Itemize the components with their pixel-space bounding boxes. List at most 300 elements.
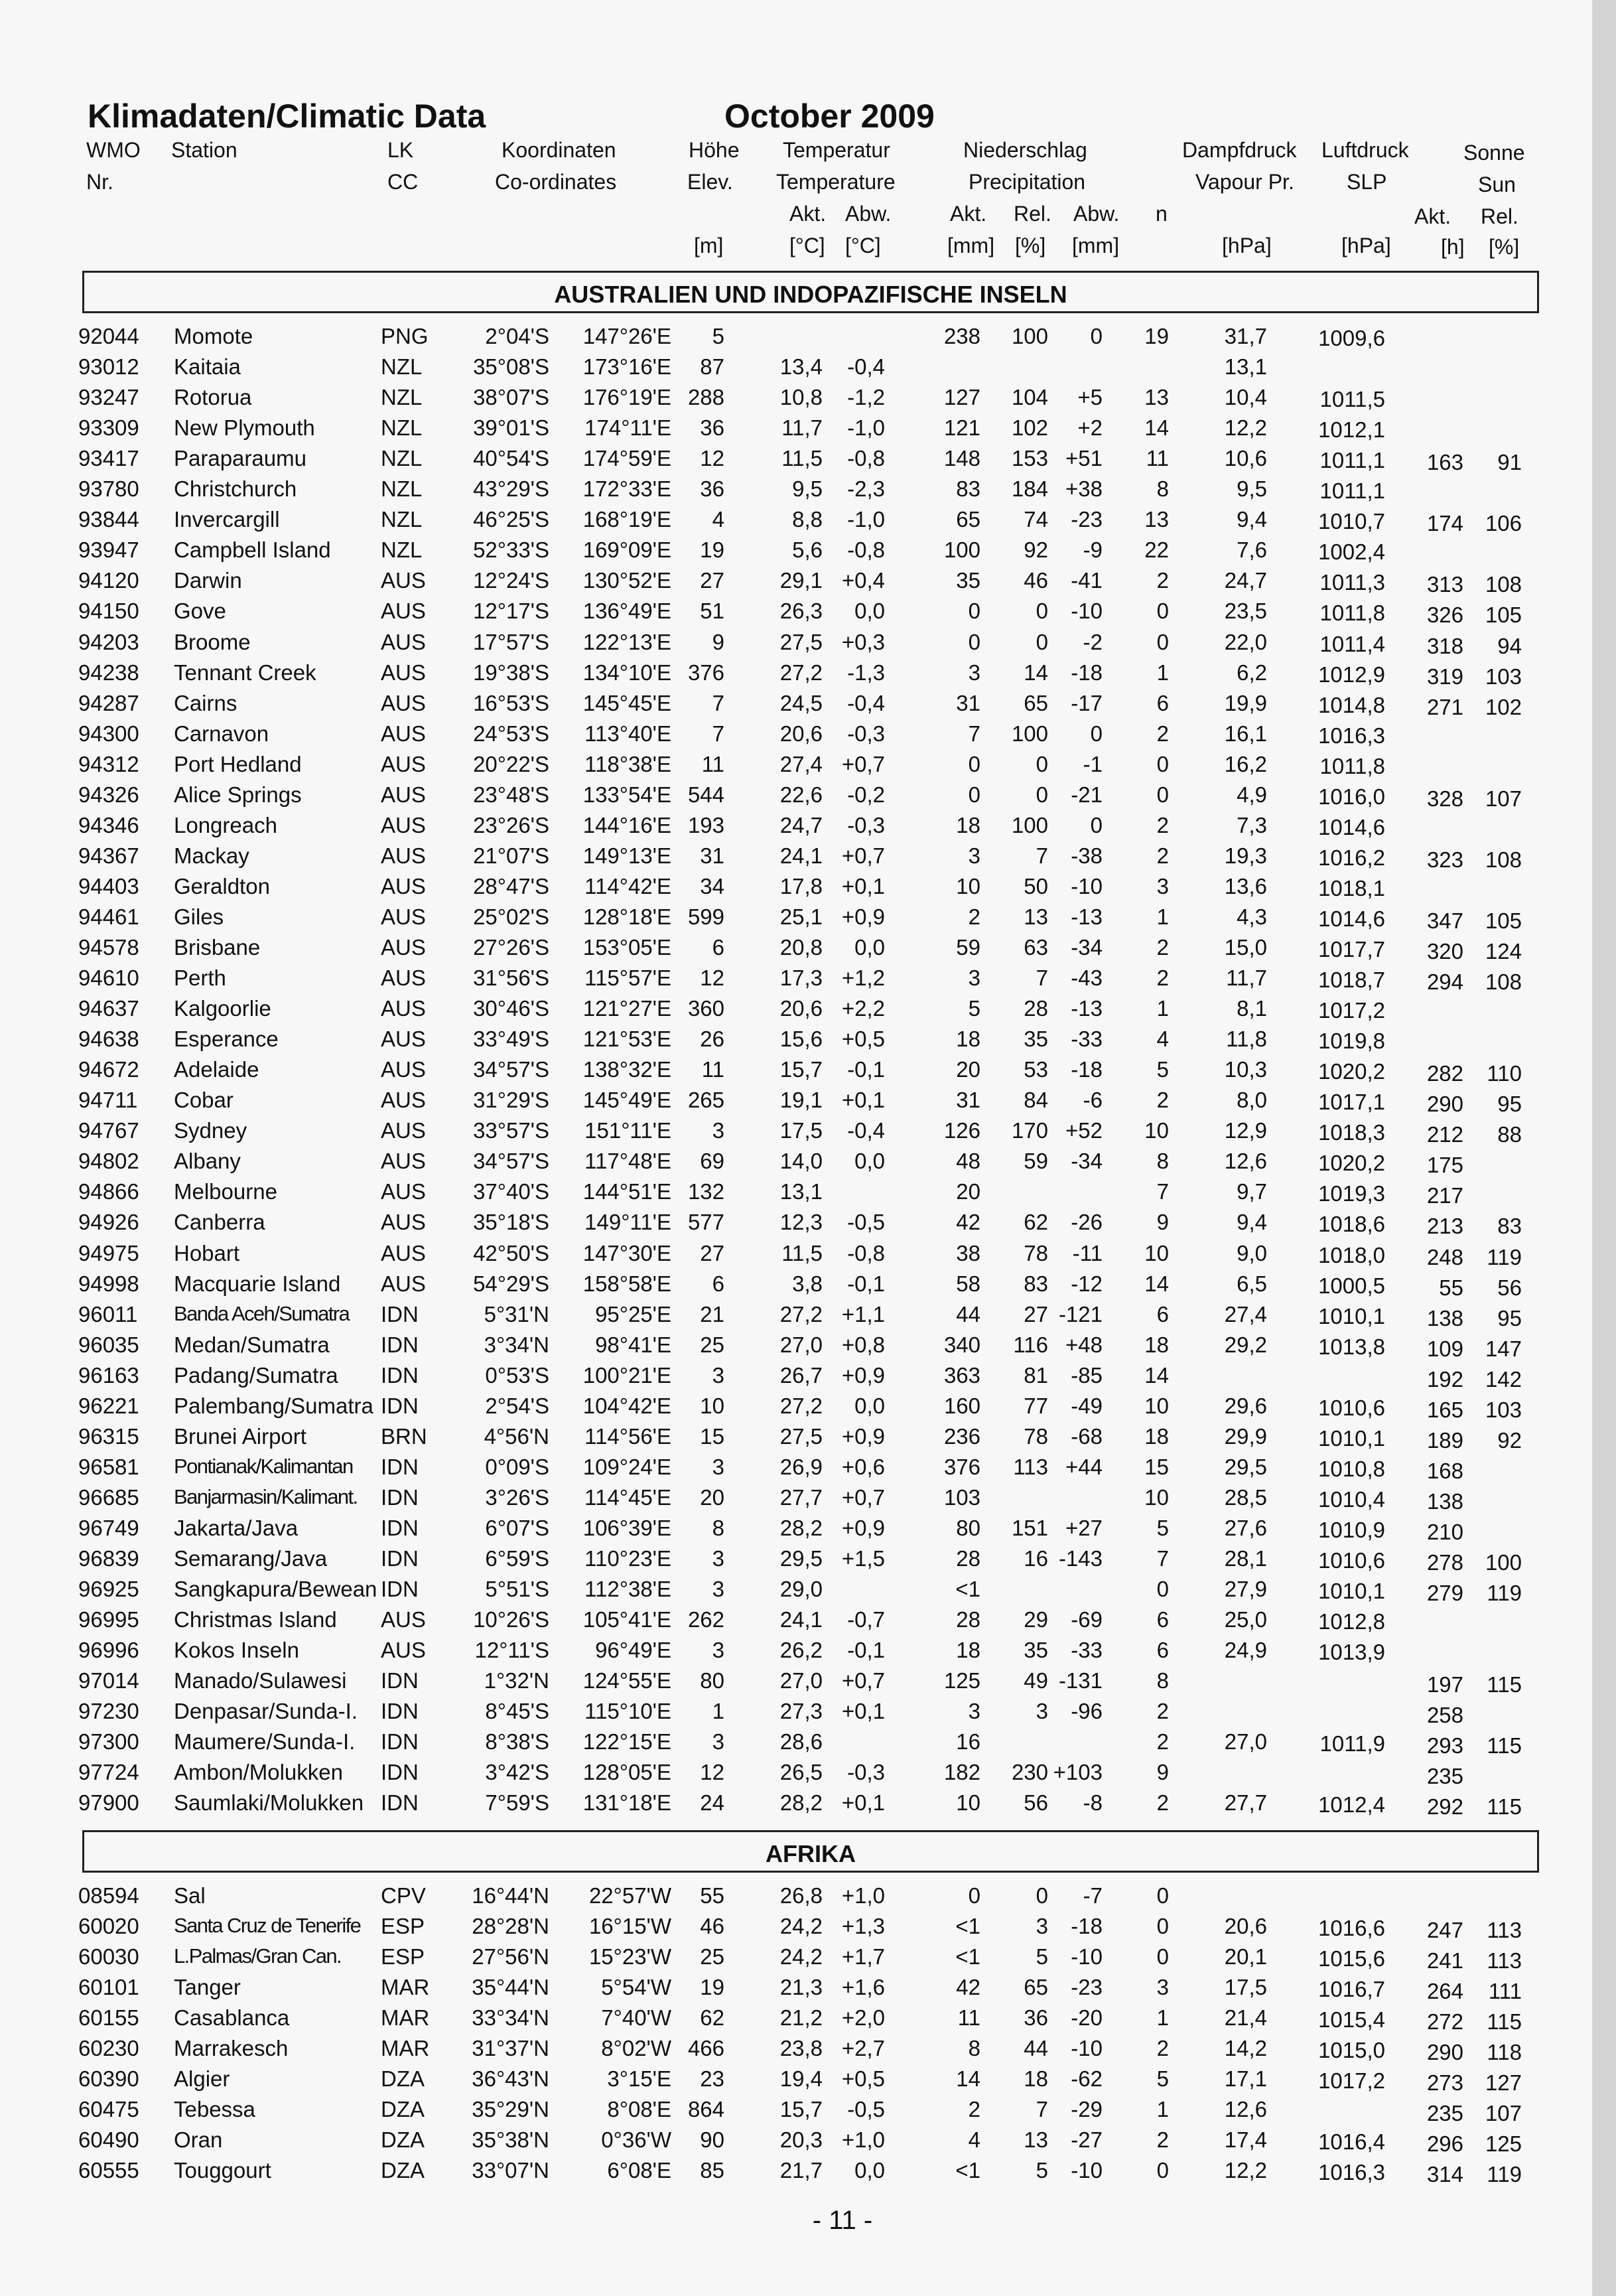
latitude: 0°53'S (485, 1362, 549, 1388)
station-name: Canberra (174, 1210, 265, 1235)
wmo-number: 96221 (78, 1393, 139, 1418)
precip-actual: 160 (943, 1393, 980, 1418)
sea-level-pressure: 1010,1 (1318, 1425, 1385, 1451)
precip-actual: 0 (968, 599, 980, 624)
precip-relative: 78 (1024, 1423, 1048, 1449)
precip-deviation: -11 (1072, 1240, 1103, 1265)
latitude: 5°51'S (485, 1577, 549, 1602)
sea-level-pressure: 1016,7 (1318, 1977, 1385, 2002)
header-station: Station (171, 138, 237, 162)
country-code: MAR (381, 1975, 430, 2000)
precip-deviation: -12 (1071, 1271, 1103, 1296)
station-name: Albany (174, 1149, 241, 1174)
temp-actual: 27,0 (779, 1332, 823, 1357)
longitude: 151°11'E (584, 1118, 671, 1143)
precip-days: 1 (1156, 996, 1169, 1021)
elevation: 7 (712, 690, 724, 715)
table-row (0, 723, 1592, 753)
station-name: Marrakesch (174, 2036, 289, 2061)
precip-actual: 35 (956, 568, 980, 593)
precip-actual: 238 (943, 324, 980, 348)
precip-deviation: -34 (1071, 935, 1103, 960)
temp-deviation: +0,1 (841, 1699, 885, 1724)
elevation: 11 (701, 751, 724, 776)
precip-actual: 18 (956, 1027, 980, 1052)
vapour-pressure: 4,9 (1237, 782, 1267, 807)
latitude: 35°44'N (472, 1975, 549, 2000)
precip-actual: 0 (968, 1883, 980, 1908)
vapour-pressure: 16,2 (1224, 751, 1267, 776)
precip-deviation: -26 (1071, 1210, 1103, 1235)
station-name: Paraparaumu (174, 446, 306, 471)
precip-relative: 13 (1024, 904, 1048, 929)
table-row (0, 1303, 1592, 1334)
vapour-pressure: 27,9 (1224, 1577, 1267, 1602)
wmo-number: 94287 (78, 690, 139, 715)
precip-deviation: -10 (1071, 1944, 1103, 1970)
longitude: 96°49'E (595, 1638, 671, 1663)
precip-relative: 13 (1024, 2127, 1048, 2153)
station-name: Cobar (174, 1088, 234, 1113)
precip-relative: 53 (1024, 1057, 1048, 1082)
sunshine-hours: 197 (1426, 1672, 1463, 1697)
longitude: 114°42'E (584, 873, 671, 898)
elevation: 864 (687, 2097, 724, 2122)
latitude: 38°07'S (473, 385, 549, 410)
precip-relative: 56 (1024, 1790, 1048, 1816)
table-row (0, 1089, 1592, 1119)
precip-actual: 18 (956, 812, 980, 837)
precip-deviation: -131 (1058, 1668, 1103, 1693)
latitude: 21°07'S (473, 843, 549, 868)
vapour-pressure: 22,0 (1224, 629, 1267, 654)
sunshine-hours: 290 (1426, 2040, 1463, 2065)
precip-days: 0 (1156, 782, 1169, 807)
longitude: 105°41'E (582, 1607, 671, 1632)
sunshine-hours: 323 (1426, 847, 1463, 872)
precip-actual: 11 (957, 2005, 980, 2031)
sea-level-pressure: 1019,3 (1318, 1181, 1385, 1206)
table-row (0, 997, 1592, 1028)
precip-actual: 14 (956, 2066, 980, 2092)
table-row (0, 1976, 1592, 2007)
sunshine-hours: 328 (1426, 786, 1463, 811)
vapour-pressure: 27,4 (1224, 1301, 1267, 1327)
precip-relative: 35 (1024, 1027, 1048, 1052)
country-code: BRN (381, 1423, 427, 1449)
sunshine-relative: 106 (1485, 511, 1522, 536)
precip-actual: 59 (956, 935, 980, 960)
vapour-pressure: 12,6 (1224, 1149, 1267, 1174)
sunshine-hours: 165 (1426, 1397, 1463, 1422)
latitude: 23°26'S (473, 812, 549, 837)
sea-level-pressure: 1012,9 (1318, 662, 1385, 687)
longitude: 5°54'W (601, 1975, 671, 2000)
vapour-pressure: 17,4 (1224, 2127, 1267, 2153)
station-name: Macquarie Island (174, 1271, 341, 1296)
header-temp-de: Temperatur (783, 138, 890, 162)
latitude: 4°56'N (484, 1423, 549, 1449)
latitude: 33°34'N (472, 2005, 549, 2031)
precip-deviation: +52 (1065, 1118, 1103, 1143)
latitude: 54°29'S (473, 1271, 549, 1296)
precip-relative: 28 (1024, 996, 1048, 1021)
sea-level-pressure: 1010,6 (1318, 1548, 1385, 1573)
precip-relative: 5 (1036, 2158, 1048, 2183)
temp-actual: 11,7 (781, 415, 823, 441)
sea-level-pressure: 1010,1 (1318, 1579, 1385, 1604)
precip-days: 3 (1156, 873, 1169, 898)
temp-actual: 20,6 (779, 721, 823, 746)
precip-actual: 18 (956, 1638, 980, 1663)
table-row (0, 692, 1592, 723)
longitude: 124°55'E (582, 1668, 671, 1693)
temp-deviation: +0,1 (841, 1088, 885, 1113)
elevation: 25 (700, 1332, 724, 1357)
precip-relative: 35 (1024, 1638, 1048, 1663)
country-code: IDN (381, 1362, 419, 1388)
precip-days: 2 (1156, 1790, 1169, 1816)
table-row (0, 447, 1592, 478)
country-code: IDN (381, 1760, 419, 1785)
latitude: 5°31'N (484, 1301, 549, 1327)
temp-actual: 27,7 (779, 1484, 823, 1510)
table-row (0, 1028, 1592, 1058)
precip-days: 2 (1156, 966, 1169, 991)
header-temp-abw: Abw. (845, 202, 892, 226)
precip-deviation: +38 (1065, 476, 1103, 502)
wmo-number: 94578 (78, 935, 139, 960)
latitude: 40°54'S (473, 446, 549, 471)
temp-actual: 22,6 (779, 782, 823, 807)
sea-level-pressure: 1020,2 (1318, 1151, 1385, 1176)
station-name: Brunei Airport (174, 1423, 306, 1449)
temp-actual: 27,4 (779, 751, 823, 776)
temp-actual: 3,8 (792, 1271, 823, 1296)
country-code: MAR (381, 2005, 430, 2031)
table-row (0, 1273, 1592, 1303)
header-precip-unit-rel: [%] (1015, 234, 1046, 257)
sunshine-hours: 326 (1426, 603, 1463, 628)
sunshine-hours: 279 (1426, 1581, 1463, 1606)
station-name: Sangkapura/Bewean (174, 1577, 377, 1602)
header-sun-de: Sonne (1463, 141, 1525, 165)
precip-days: 6 (1156, 1638, 1169, 1663)
table-row (0, 936, 1592, 967)
precip-days: 0 (1156, 1944, 1169, 1970)
sunshine-hours: 192 (1426, 1366, 1463, 1392)
precip-relative: 100 (1011, 812, 1048, 837)
precip-deviation: +48 (1065, 1332, 1103, 1357)
temp-deviation: +0,7 (841, 1668, 885, 1693)
sunshine-hours: 210 (1426, 1519, 1463, 1544)
longitude: 147°30'E (582, 1240, 671, 1265)
elevation: 132 (687, 1179, 724, 1204)
vapour-pressure: 17,1 (1224, 2066, 1267, 2092)
country-code: IDN (381, 1790, 419, 1816)
table-row (0, 784, 1592, 814)
vapour-pressure: 12,2 (1224, 415, 1267, 441)
longitude: 118°38'E (584, 751, 671, 776)
header-temp-unit-abw: [°C] (845, 234, 881, 257)
wmo-number: 96749 (78, 1515, 139, 1540)
longitude: 144°51'E (582, 1179, 671, 1204)
table-row (0, 2098, 1592, 2129)
country-code: AUS (381, 568, 426, 593)
temp-actual: 26,7 (779, 1362, 823, 1388)
country-code: NZL (381, 415, 423, 441)
latitude: 8°38'S (485, 1729, 549, 1755)
elevation: 26 (700, 1027, 724, 1052)
elevation: 34 (700, 873, 724, 898)
sea-level-pressure: 1011,8 (1319, 601, 1385, 626)
temp-actual: 8,8 (792, 507, 823, 532)
vapour-pressure: 7,6 (1237, 538, 1267, 563)
longitude: 8°02'W (601, 2036, 671, 2061)
station-name: Hobart (174, 1240, 240, 1265)
elevation: 80 (700, 1668, 724, 1693)
country-code: IDN (381, 1301, 419, 1327)
precip-relative: 170 (1011, 1118, 1048, 1143)
country-code: AUS (381, 1179, 426, 1204)
header-elev-en: Elev. (687, 170, 733, 194)
sunshine-relative: 91 (1497, 450, 1522, 475)
elevation: 466 (687, 2036, 724, 2061)
wmo-number: 94461 (78, 904, 139, 929)
station-name: Oran (174, 2127, 223, 2153)
table-row (0, 1395, 1592, 1425)
table-row (0, 1334, 1592, 1364)
precip-days: 5 (1156, 1515, 1169, 1540)
precip-days: 14 (1144, 415, 1169, 441)
longitude: 145°45'E (582, 690, 671, 715)
precip-days: 0 (1156, 1883, 1169, 1908)
table-row (0, 356, 1592, 386)
sunshine-hours: 235 (1426, 1764, 1463, 1789)
elevation: 6 (712, 1271, 724, 1296)
sunshine-relative: 118 (1487, 2040, 1522, 2065)
sea-level-pressure: 1014,6 (1318, 814, 1385, 839)
wmo-number: 94767 (78, 1118, 139, 1143)
table-row (0, 2037, 1592, 2068)
country-code: IDN (381, 1393, 419, 1418)
precip-days: 5 (1156, 1057, 1169, 1082)
precip-relative: 3 (1036, 1914, 1048, 1939)
temp-deviation: 0,0 (854, 1149, 885, 1174)
precip-relative: 59 (1024, 1149, 1048, 1174)
elevation: 87 (700, 354, 724, 380)
precip-actual: 0 (968, 751, 980, 776)
precip-days: 8 (1156, 1149, 1169, 1174)
longitude: 176°19'E (582, 385, 671, 410)
vapour-pressure: 27,7 (1224, 1790, 1267, 1816)
country-code: AUS (381, 1118, 426, 1143)
country-code: AUS (381, 935, 426, 960)
wmo-number: 96163 (78, 1362, 139, 1388)
elevation: 12 (700, 446, 724, 471)
temp-actual: 27,2 (779, 1393, 823, 1418)
precip-days: 14 (1144, 1271, 1169, 1296)
longitude: 7°40'W (601, 2005, 671, 2031)
latitude: 46°25'S (473, 507, 549, 532)
temp-actual: 24,1 (779, 843, 823, 868)
temp-deviation: -1,3 (847, 660, 885, 685)
precip-relative: 0 (1036, 629, 1048, 654)
wmo-number: 60390 (78, 2066, 139, 2092)
table-row (0, 1609, 1592, 1639)
latitude: 35°08'S (473, 354, 549, 380)
vapour-pressure: 25,0 (1224, 1607, 1267, 1632)
sunshine-relative: 115 (1487, 1794, 1522, 1820)
sea-level-pressure: 1016,0 (1318, 784, 1385, 809)
latitude: 12°11'S (474, 1638, 549, 1663)
sunshine-hours: 175 (1426, 1153, 1463, 1178)
sunshine-hours: 138 (1426, 1305, 1463, 1330)
country-code: IDN (381, 1484, 419, 1510)
elevation: 3 (712, 1577, 724, 1602)
precip-days: 7 (1156, 1546, 1169, 1571)
sunshine-hours: 217 (1426, 1183, 1463, 1208)
table-row (0, 753, 1592, 784)
temp-deviation: +0,7 (841, 751, 885, 776)
precip-deviation: -20 (1071, 2005, 1103, 2031)
header-wmo-de: WMO (86, 138, 141, 162)
sea-level-pressure: 1015,4 (1318, 2007, 1385, 2033)
latitude: 3°34'N (484, 1332, 549, 1357)
wmo-number: 94998 (78, 1271, 139, 1296)
header-sun-rel: Rel. (1481, 204, 1518, 228)
sea-level-pressure: 1016,3 (1318, 2160, 1385, 2185)
station-name: Palembang/Sumatra (174, 1393, 373, 1418)
precip-actual: 31 (956, 1088, 980, 1113)
station-name: Tebessa (174, 2097, 255, 2122)
latitude: 28°47'S (473, 873, 549, 898)
station-name: Giles (174, 904, 224, 929)
precip-actual: 3 (968, 966, 980, 991)
sunshine-hours: 138 (1426, 1488, 1463, 1514)
header-sun-unit-rel: [%] (1489, 235, 1520, 259)
precip-days: 3 (1156, 1975, 1169, 2000)
vapour-pressure: 10,3 (1224, 1057, 1267, 1082)
precip-relative: 113 (1013, 1454, 1048, 1479)
precip-actual: 48 (956, 1149, 980, 1174)
temp-deviation: +0,9 (841, 904, 885, 929)
sunshine-hours: 241 (1426, 1948, 1463, 1973)
station-name: Cairns (174, 690, 237, 715)
country-code: IDN (381, 1515, 419, 1540)
precip-days: 2 (1156, 2127, 1169, 2153)
temp-deviation: +0,7 (841, 843, 885, 868)
longitude: 130°52'E (582, 568, 671, 593)
station-name: Momote (174, 324, 253, 348)
vapour-pressure: 6,2 (1237, 660, 1267, 685)
precip-relative: 184 (1011, 476, 1048, 502)
header-temp-akt: Akt. (789, 202, 827, 226)
sunshine-relative: 92 (1497, 1427, 1522, 1453)
temp-deviation: +0,5 (841, 2066, 885, 2092)
table-row (0, 1517, 1592, 1547)
station-name: Alice Springs (174, 782, 302, 807)
header-elev-unit: [m] (694, 234, 724, 257)
vapour-pressure: 6,5 (1237, 1271, 1267, 1296)
temp-actual: 5,6 (792, 538, 823, 563)
station-name: Jakarta/Java (174, 1515, 299, 1540)
wmo-number: 08594 (78, 1883, 139, 1908)
sea-level-pressure: 1017,1 (1318, 1090, 1385, 1115)
vapour-pressure: 10,6 (1224, 446, 1267, 471)
precip-actual: 20 (956, 1179, 980, 1204)
precip-actual: 10 (956, 873, 980, 898)
temp-deviation: -0,8 (847, 538, 885, 563)
precip-days: 10 (1144, 1118, 1169, 1143)
table-row (0, 1242, 1592, 1273)
temp-deviation: -0,1 (847, 1057, 885, 1082)
latitude: 12°24'S (473, 568, 549, 593)
precip-relative: 100 (1011, 721, 1048, 746)
station-name: Broome (174, 629, 251, 654)
sunshine-hours: 318 (1426, 633, 1463, 658)
precip-actual: <1 (955, 2158, 980, 2183)
temp-deviation: +0,9 (841, 1423, 885, 1449)
precip-deviation: -69 (1071, 1607, 1103, 1632)
temp-actual: 15,7 (779, 1057, 823, 1082)
precip-relative: 78 (1024, 1240, 1048, 1265)
sunshine-relative: 119 (1487, 1244, 1522, 1269)
country-code: AUS (381, 599, 426, 624)
sunshine-hours: 273 (1426, 2070, 1463, 2096)
precip-days: 18 (1144, 1332, 1169, 1357)
country-code: ESP (381, 1944, 425, 1970)
precip-actual: 8 (968, 2036, 980, 2061)
country-code: AUS (381, 1271, 426, 1296)
station-name: Mackay (174, 843, 249, 868)
precip-actual: 58 (956, 1271, 980, 1296)
wmo-number: 96996 (78, 1638, 139, 1663)
elevation: 69 (700, 1149, 724, 1174)
elevation: 51 (700, 599, 724, 624)
sunshine-relative: 107 (1485, 786, 1522, 811)
precip-relative: 50 (1024, 873, 1048, 898)
temp-deviation: -0,8 (847, 446, 885, 471)
precip-relative: 116 (1013, 1332, 1048, 1357)
precip-deviation: -18 (1071, 660, 1103, 685)
elevation: 36 (700, 415, 724, 441)
precip-relative: 104 (1011, 385, 1048, 410)
wmo-number: 96839 (78, 1546, 139, 1571)
precip-days: 2 (1156, 721, 1169, 746)
precip-relative: 230 (1011, 1760, 1048, 1785)
wmo-number: 96315 (78, 1423, 139, 1449)
elevation: 7 (712, 721, 724, 746)
country-code: IDN (381, 1699, 419, 1724)
latitude: 7°59'S (485, 1790, 549, 1816)
sunshine-relative: 127 (1485, 2070, 1522, 2096)
precip-deviation: -2 (1083, 629, 1103, 654)
wmo-number: 94975 (78, 1240, 139, 1265)
elevation: 3 (712, 1118, 724, 1143)
country-code: NZL (381, 354, 423, 380)
temp-deviation: -0,3 (847, 812, 885, 837)
temp-deviation: +2,2 (841, 996, 885, 1021)
sea-level-pressure: 1018,7 (1318, 968, 1385, 993)
precip-deviation: -8 (1083, 1790, 1103, 1816)
temp-actual: 26,9 (779, 1454, 823, 1479)
header-precip-rel: Rel. (1014, 202, 1051, 226)
vapour-pressure: 20,1 (1224, 1944, 1267, 1970)
temp-actual: 10,8 (779, 385, 823, 410)
country-code: ESP (381, 1914, 425, 1939)
sea-level-pressure: 1014,6 (1318, 906, 1385, 931)
